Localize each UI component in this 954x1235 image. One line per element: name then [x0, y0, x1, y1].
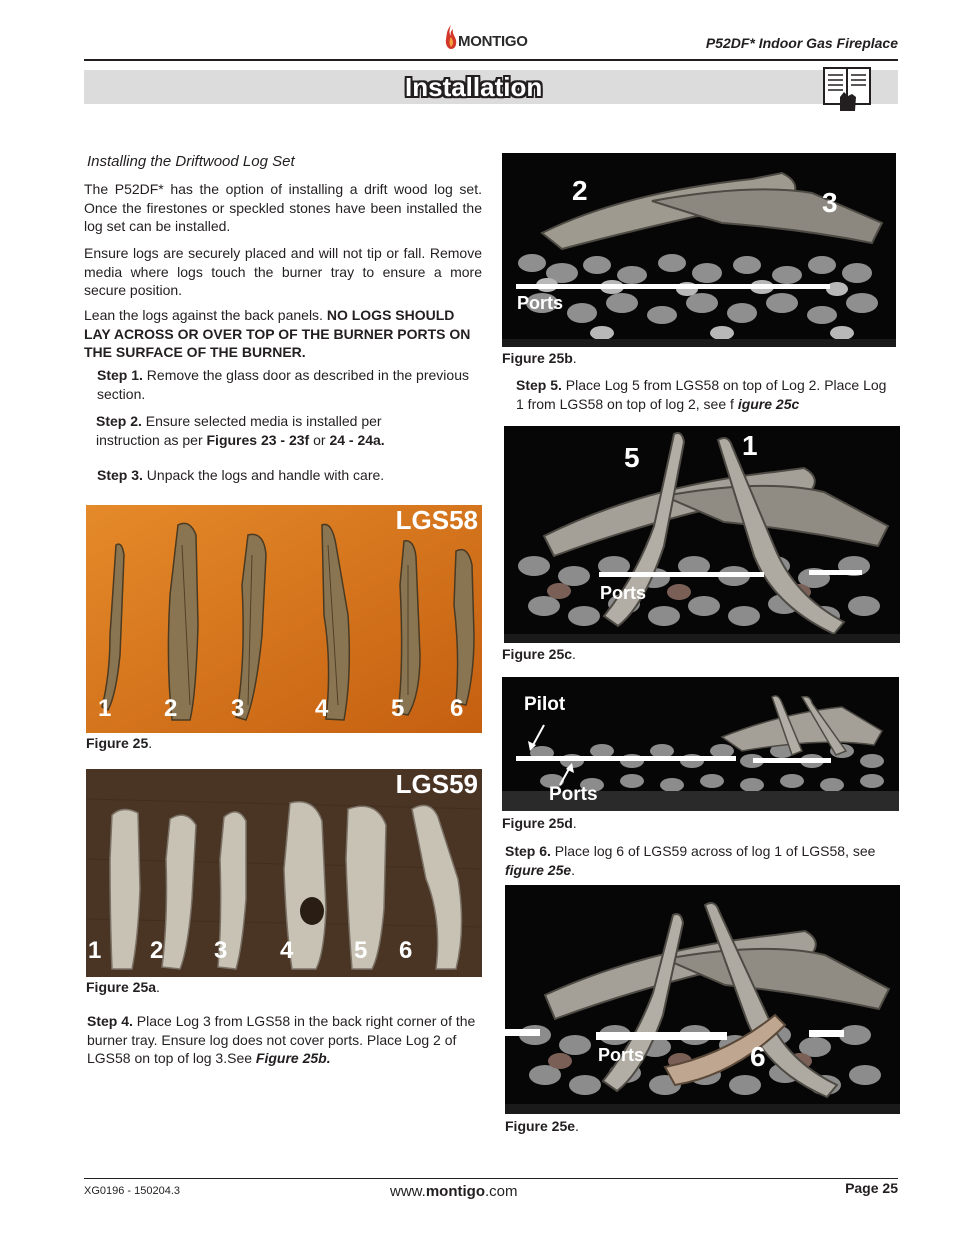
- step-2-ref-1: Figures 23 - 23f: [206, 431, 310, 448]
- brand-name: MONTIGO: [458, 33, 528, 50]
- burner-logs-illustration: [504, 426, 900, 643]
- header-rule: [84, 59, 898, 61]
- log-number: 1: [88, 937, 102, 964]
- figure-25e-photo: [505, 885, 900, 1114]
- step-2-or: or: [313, 431, 326, 448]
- log-number: 2: [164, 695, 178, 722]
- pilot-label: Pilot: [524, 694, 566, 715]
- step-2-label: Step 2.: [96, 413, 142, 429]
- url-suffix: .com: [485, 1183, 518, 1200]
- figure-label: Figure 25: [86, 735, 149, 751]
- step-5-label: Step 5.: [516, 377, 562, 393]
- step-4-text: Place Log 3 from LGS58 in the back right corner of the burner tray. Ensure log does not cover ports. Place Log 2 of LGS58 on top of log 3.See: [87, 1013, 476, 1066]
- step-5: [516, 376, 898, 413]
- figure-label: Figure 25c: [502, 646, 573, 662]
- log-number: 1: [98, 695, 112, 722]
- step-4-ref: Figure 25b.: [255, 1050, 331, 1066]
- figure-25a-caption: Figure 25a.: [86, 979, 160, 995]
- step-6-ref: figure 25e: [505, 861, 572, 878]
- log-number: 5: [624, 442, 640, 473]
- log-number: 5: [391, 695, 405, 722]
- step-2: [96, 412, 436, 449]
- page-number: Page 25: [845, 1180, 898, 1196]
- step-2-text: Ensure selected media is installed per instruction as per: [96, 413, 382, 448]
- step-5-text: Place Log 5 from LGS58 on top of Log 2. Place Log 1 from LGS58 on top of log 2, see f: [516, 377, 887, 412]
- step-4: [87, 1012, 481, 1068]
- step-1-label: Step 1.: [97, 367, 143, 383]
- figure-label: Figure 25d: [502, 815, 573, 831]
- ports-label: Ports: [517, 293, 564, 313]
- figure-25d-caption: Figure 25d.: [502, 815, 577, 831]
- warning-text: NO LOGS SHOULD LAY ACROSS OR OVER TOP OF THE BURNER PORTS ON THE SURFACE OF THE BURNER.: [84, 307, 471, 360]
- log-number: 3: [822, 187, 838, 218]
- step-6-text: Place log 6 of LGS59 across of log 1 of LGS58, see: [554, 843, 876, 859]
- log-number: 2: [150, 937, 164, 964]
- step-1: [97, 366, 477, 403]
- step-2-ref-2: 24 - 24a.: [329, 431, 385, 448]
- figure-25d-photo: [502, 677, 899, 811]
- lgs58-logs-illustration: [86, 505, 482, 733]
- figure-25b-caption: Figure 25b.: [502, 350, 577, 366]
- subheading: Installing the Driftwood Log Set: [87, 153, 295, 170]
- step-4-label: Step 4.: [87, 1013, 133, 1029]
- figure-label: Figure 25a: [86, 979, 157, 995]
- log-number: 4: [280, 937, 294, 964]
- step-3: [97, 466, 477, 485]
- set-label: LGS59: [395, 769, 478, 799]
- step-6: [505, 842, 897, 879]
- step-6-label: Step 6.: [505, 843, 551, 859]
- figure-25c-caption: Figure 25c.: [502, 646, 576, 662]
- log-number: 3: [231, 695, 245, 722]
- log-number: 5: [354, 937, 368, 964]
- figure-25-caption: Figure 25.: [86, 735, 153, 751]
- step-3-text: Unpack the logs and handle with care.: [146, 467, 385, 483]
- footer-rule: [84, 1178, 898, 1179]
- section-title: Installation: [405, 72, 543, 102]
- document-code: XG0196 - 150204.3: [84, 1185, 181, 1197]
- burner-logs-illustration: [502, 153, 896, 347]
- flame-icon: [444, 24, 458, 50]
- url-prefix: www.: [390, 1183, 426, 1200]
- figure-25e-caption: Figure 25e.: [505, 1118, 579, 1134]
- intro-paragraph-1: The P52DF* has the option of installing a drift wood log set. Once the firestones or speckled stones have been installed the log set can be installed.: [84, 181, 482, 234]
- figure-label: Figure 25e: [505, 1118, 576, 1134]
- step-6-end: .: [571, 861, 576, 878]
- log-number: 3: [214, 937, 228, 964]
- website-url[interactable]: [390, 1183, 518, 1200]
- intro-paragraph-3: [84, 306, 484, 362]
- product-name: P52DF* Indoor Gas Fireplace: [705, 35, 898, 51]
- log-number: 6: [750, 1041, 766, 1072]
- intro-paragraph-3-text: Lean the logs against the back panels.: [84, 307, 323, 323]
- log-number: 4: [315, 695, 329, 722]
- figure-25b-photo: [502, 153, 896, 347]
- burner-logs-illustration: [505, 885, 900, 1114]
- ports-label: Ports: [600, 583, 647, 603]
- montigo-logo: [444, 24, 544, 56]
- section-title-bar: [84, 70, 898, 104]
- step-1-text: Remove the glass door as described in the previous section.: [97, 367, 469, 402]
- manual-book-hand-icon: [822, 64, 872, 112]
- url-brand: montigo: [425, 1183, 485, 1200]
- figure-25c-photo: [504, 426, 900, 643]
- log-number: 6: [450, 695, 464, 722]
- intro-paragraph-2: Ensure logs are securely placed and will not tip or fall. Remove media where logs touch the burner tray to ensure a more secure position.: [84, 245, 482, 298]
- log-number: 2: [572, 175, 588, 206]
- figure-25-photo: [86, 505, 482, 733]
- set-label: LGS58: [395, 505, 478, 535]
- ports-label: Ports: [598, 1045, 645, 1065]
- figure-25a-photo: [86, 769, 482, 977]
- log-number: 6: [399, 937, 413, 964]
- step-3-label: Step 3.: [97, 467, 143, 483]
- figure-label: Figure 25b: [502, 350, 573, 366]
- ports-label: Ports: [549, 784, 598, 805]
- step-5-ref: igure 25c: [737, 395, 800, 412]
- log-number: 1: [742, 430, 758, 461]
